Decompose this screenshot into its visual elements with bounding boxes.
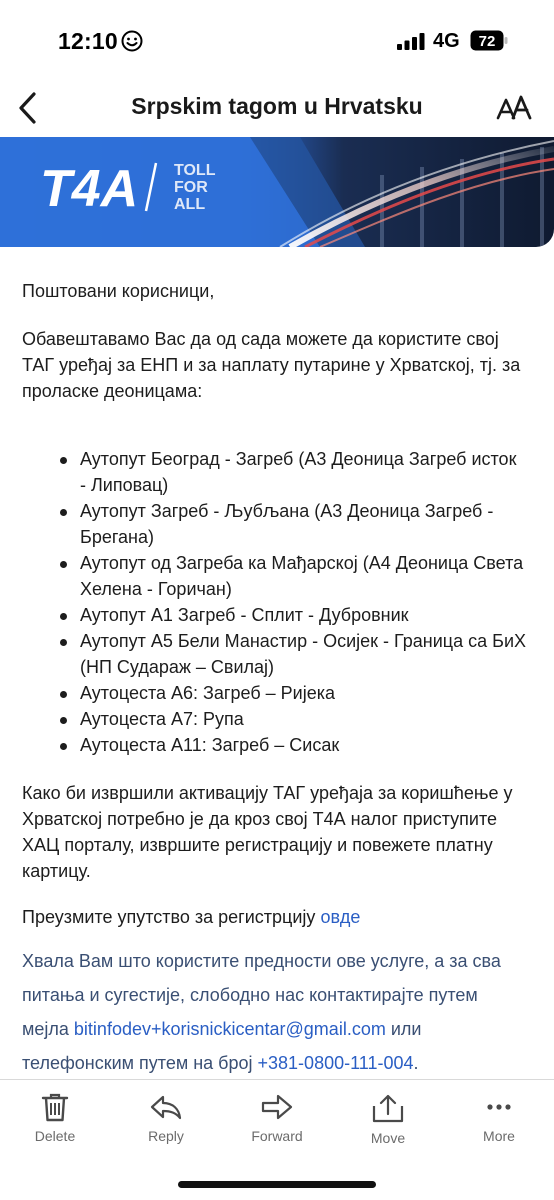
move-label: Move — [370, 1130, 406, 1146]
move-tray-icon — [371, 1092, 405, 1124]
thanks-end: . — [413, 1053, 419, 1073]
chevron-left-icon[interactable] — [14, 88, 44, 128]
status-time: 12:10 — [58, 28, 118, 54]
email-activation-text: Како би извршили активацију ТАГ уређаја за коришћење у Хрватској потребно је да кроз свој Т4А налог приступите ХАЦ порталу, извршите регистрацију и повежете платну картицу. — [22, 783, 513, 881]
email-banner — [0, 137, 554, 247]
page-title: Srpskim tagom u Hrvatsku — [131, 93, 423, 119]
text-size-icon[interactable] — [496, 94, 532, 122]
list-item: Аутопут А1 Загреб - Сплит - Дубровник — [22, 602, 527, 628]
list-item: Аутопут Београд - Загреб (А3 Деоница Загреб исток - Липовац) — [22, 446, 527, 498]
list-item: Аутопут од Загреба ка Мађарској (А4 Деоница Света Хелена - Горичан) — [22, 550, 527, 602]
email-thanks — [22, 944, 527, 1080]
delete-button[interactable] — [10, 1092, 100, 1152]
battery-level: 72 — [478, 33, 496, 50]
banner-graphic — [0, 137, 554, 247]
list-item: Аутоцеста А7: Рупа — [22, 706, 527, 732]
forward-button[interactable] — [232, 1092, 322, 1152]
forward-arrow-icon — [260, 1092, 294, 1122]
banner-tagline-3: ALL — [174, 196, 206, 213]
reply-arrow-icon — [149, 1092, 183, 1122]
banner-tagline-2: FOR — [174, 179, 208, 196]
email-greeting: Поштовани корисници, — [22, 281, 215, 301]
email-intro: Обавештавамо Вас да од сада можете да користите свој ТАГ уређај за ЕНП и за наплату путарине у Хрватској, тј. за проласке деоницама: — [22, 329, 521, 401]
cellular-signal-icon — [397, 33, 425, 50]
banner-tagline-1: TOLL — [174, 162, 216, 179]
email-instructions — [22, 904, 527, 930]
nav-bar — [0, 84, 554, 136]
trash-icon — [40, 1092, 70, 1122]
battery-icon — [470, 30, 508, 51]
contact-phone-link[interactable]: +381-0800-111-004 — [257, 1053, 414, 1073]
instructions-link[interactable]: овде — [320, 907, 361, 927]
contact-email-link[interactable]: bitinfodev+korisnickicentar@gmail.com — [73, 1019, 386, 1039]
home-indicator[interactable] — [178, 1181, 376, 1188]
move-button[interactable] — [343, 1092, 433, 1152]
thanks-text-2: или телефонским путем на број — [22, 1019, 422, 1073]
list-item: Аутоцеста А11: Загреб – Сисак — [22, 732, 527, 758]
more-label: More — [483, 1128, 515, 1144]
status-bar — [0, 0, 554, 84]
instructions-text: Преузмите упутство за регистрцију — [22, 907, 316, 927]
banner-brand: T4A — [40, 160, 139, 218]
list-item: Аутопут А5 Бели Манастир - Осијек - Граница са БиХ (НП Судараж – Свилај) — [22, 628, 527, 680]
email-body — [22, 278, 527, 1080]
forward-label: Forward — [251, 1128, 303, 1144]
list-item: Аутоцеста А6: Загреб – Ријека — [22, 680, 527, 706]
reply-button[interactable] — [121, 1092, 211, 1152]
reply-label: Reply — [148, 1128, 184, 1144]
thanks-text-1: Хвала Вам што користите предности ове услуге, а за сва питања и сугестије, слободно нас контактирајте путем мејла — [22, 951, 501, 1039]
delete-label: Delete — [34, 1128, 76, 1144]
network-type: 4G — [433, 30, 460, 52]
ellipsis-icon — [482, 1092, 516, 1122]
list-item: Аутопут Загреб - Љубљана (А3 Деоница Загреб - Брегана) — [22, 498, 527, 550]
more-button[interactable] — [454, 1092, 544, 1152]
route-list — [22, 446, 527, 758]
smiley-face-icon — [121, 30, 143, 52]
